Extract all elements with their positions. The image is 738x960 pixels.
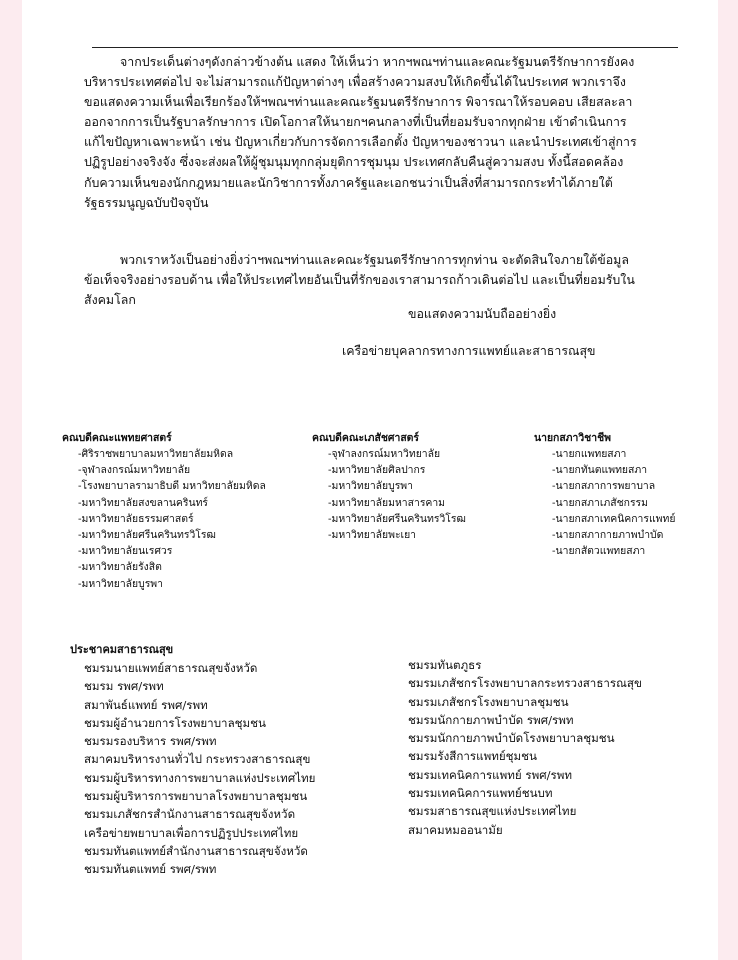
medicine-deans-column bbox=[62, 431, 266, 592]
list-item: -จุฬาลงกรณ์มหาวิทยาลัย bbox=[328, 448, 441, 460]
list-item: -นายกทันตแพทยสภา bbox=[552, 464, 648, 477]
list-item: -มหาวิทยาลัยนเรศวร bbox=[78, 545, 173, 558]
list-item: -นายกสภาเทคนิคการแพทย์ bbox=[552, 512, 676, 525]
list-item: ชมรมผู้อำนวยการโรงพยาบาลชุมชน bbox=[84, 715, 266, 730]
list-item: -จุฬาลงกรณ์มหาวิทยาลัย bbox=[78, 464, 191, 477]
list-item: ชมรมผู้บริหารทางการพยาบาลแห่งประเทศไทย bbox=[84, 770, 316, 785]
list-item: -ศิริราชพยาบาลมหาวิทยาลัยมหิดล bbox=[78, 448, 234, 460]
paragraph-line: ออกจากการเป็นรัฐบาลรักษาการ เปิดโอกาสให้นายกฯคนกลางที่เป็นที่ยอมรับจากทุกฝ่าย เข้าดำเนินการ bbox=[84, 114, 627, 130]
paragraph-2 bbox=[84, 250, 684, 310]
list-item: -มหาวิทยาลัยธรรมศาสตร์ bbox=[78, 512, 194, 525]
section-heading: ประชาคมสาธารณสุข bbox=[70, 643, 174, 656]
paragraph-line: แก้ไขปัญหาเฉพาะหน้า เช่น ปัญหาเกี่ยวกับการจัดการเลือกตั้ง ปัญหาของชาวนา และนำประเทศเข้าสู่การ bbox=[84, 134, 637, 150]
list-item: -นายกสภาการพยาบาล bbox=[552, 480, 656, 493]
list-item: ชมรมนักกายภาพบำบัดโรงพยาบาลชุมชน bbox=[408, 731, 615, 746]
list-item: ชมรมทันตภูธร bbox=[408, 658, 482, 672]
list-item: ชมรมเทคนิคการแพทย์ รพศ/รพท bbox=[408, 767, 573, 782]
document-page bbox=[22, 0, 718, 960]
pharmacy-deans-column bbox=[312, 431, 466, 543]
list-item: ชมรมสาธารณสุขแห่งประเทศไทย bbox=[408, 804, 577, 819]
list-item: -นายกแพทยสภา bbox=[552, 448, 627, 460]
list-item: -โรงพยาบาลรามาธิบดี มหาวิทยาลัยมหิดล bbox=[78, 480, 266, 493]
list-item: -มหาวิทยาลัยสงขลานครินทร์ bbox=[78, 496, 208, 509]
list-item: ชมรมทันตแพทย์สำนักงานสาธารณสุขจังหวัด bbox=[84, 843, 308, 858]
paragraph-line: ข้อเท็จจริงอย่างรอบด้าน เพื่อให้ประเทศไทยอันเป็นที่รักของเราสามารถก้าวเดินต่อไป และเป็นที่ยอมรับใน bbox=[84, 272, 635, 288]
list-item: -มหาวิทยาลัยศรีนครินทรวิโรฒ bbox=[328, 512, 466, 525]
column-heading: นายกสภาวิชาชีพ bbox=[534, 432, 611, 444]
list-item: ชมรมรองบริหาร รพศ/รพท bbox=[84, 734, 217, 749]
closing-regards: ขอแสดงความนับถืออย่างยิ่ง bbox=[408, 306, 557, 321]
paragraph-line: รัฐธรรมนูญฉบับปัจจุบัน bbox=[84, 194, 209, 210]
paragraph-line: ขอแสดงความเห็นเพื่อเรียกร้องให้ฯพณฯท่านและคณะรัฐมนตรีรักษาการ พิจารณาให้รอบคอบ เสียสละลา bbox=[84, 94, 633, 110]
council-presidents-column bbox=[534, 431, 675, 559]
list-item: สมาคมบริหารงานทั่วไป กระทรวงสาธารณสุข bbox=[84, 752, 311, 767]
list-item: -มหาวิทยาลัยพะเยา bbox=[328, 528, 417, 541]
public-health-right-list bbox=[408, 656, 642, 839]
list-item: ชมรมนักกายภาพบำบัด รพศ/รพท bbox=[408, 712, 574, 727]
list-item: เครือข่ายพยาบาลเพื่อการปฏิรูปประเทศไทย bbox=[84, 825, 299, 840]
list-item: -มหาวิทยาลัยมหาสารคาม bbox=[328, 496, 446, 509]
list-item: ชมรมเภสัชกรสำนักงานสาธารณสุขจังหวัด bbox=[84, 807, 296, 822]
list-item: -มหาวิทยาลัยรังสิต bbox=[78, 561, 162, 574]
list-item: สมาคมหมออนามัย bbox=[408, 822, 503, 837]
list-item: -มหาวิทยาลัยบูรพา bbox=[78, 577, 163, 590]
list-item: -มหาวิทยาลัยศิลปากร bbox=[328, 464, 426, 477]
signatory-network: เครือข่ายบุคลากรทางการแพทย์และสาธารณสุข bbox=[342, 343, 596, 358]
top-rule bbox=[92, 47, 678, 48]
list-item: -นายกสัตวแพทยสภา bbox=[552, 545, 646, 558]
list-item: ชมรมเภสัชกรโรงพยาบาลกระทรวงสาธารณสุข bbox=[408, 676, 642, 691]
paragraph-1 bbox=[84, 52, 684, 213]
column-heading: คณบดีคณะเภสัชศาสตร์ bbox=[312, 432, 420, 444]
list-item: ชมรมผู้บริหารการพยาบาลโรงพยาบาลชุมชน bbox=[84, 789, 308, 804]
paragraph-line: กับความเห็นของนักกฎหมายและนักวิชาการทั้งภาครัฐและเอกชนว่าเป็นสิ่งที่สามารถกระทำได้ภายใต้ bbox=[84, 174, 613, 190]
list-item: ชมรมรังสีการแพทย์ชุมชน bbox=[408, 749, 537, 764]
list-item: -นายกสภาเภสัชกรรม bbox=[552, 496, 648, 509]
list-item: -นายกสภากายภาพบำบัด bbox=[552, 528, 664, 541]
paragraph-line: ปฏิรูปอย่างจริงจัง ซึ่งจะส่งผลให้ผู้ชุมนุมทุกกลุ่มยุติการชุมนุม ประเทศกลับคืนสู่ความสงบ ทั้งนี้สอดคล้อง bbox=[84, 154, 624, 170]
list-item: ชมรมเภสัชกรโรงพยาบาลชุมชน bbox=[408, 694, 569, 709]
column-heading: คณบดีคณะแพทยศาสตร์ bbox=[62, 432, 172, 444]
paragraph-line: บริหารประเทศต่อไป จะไม่สามารถแก้ปัญหาต่างๆ เพื่อสร้างความสงบให้เกิดขึ้นได้ในประเทศ พวกเราจึง bbox=[84, 74, 626, 90]
list-item: -มหาวิทยาลัยศรีนครินทรวิโรฒ bbox=[78, 528, 216, 541]
paragraph-line: สังคมโลก bbox=[84, 292, 136, 308]
list-item: ชมรม รพศ/รพท bbox=[84, 679, 164, 694]
list-item: สมาพันธ์แพทย์ รพศ/รพท bbox=[84, 697, 208, 712]
list-item: -มหาวิทยาลัยบูรพา bbox=[328, 480, 413, 493]
paragraph-line: จากประเด็นต่างๆดังกล่าวข้างต้น แสดง ให้เห็นว่า หากฯพณฯท่านและคณะรัฐมนตรีรักษาการยังคง bbox=[120, 54, 635, 69]
list-item: ชมรมเทคนิคการแพทย์ชนบท bbox=[408, 786, 553, 801]
list-item: ชมรมนายแพทย์สาธารณสุขจังหวัด bbox=[84, 661, 258, 675]
list-item: ชมรมทันตแพทย์ รพศ/รพท bbox=[84, 862, 217, 877]
public-health-left-list bbox=[70, 641, 315, 879]
paragraph-line: พวกเราหวังเป็นอย่างยิ่งว่าฯพณฯท่านและคณะรัฐมนตรีรักษาการทุกท่าน จะตัดสินใจภายใต้ข้อมูล bbox=[120, 252, 629, 267]
